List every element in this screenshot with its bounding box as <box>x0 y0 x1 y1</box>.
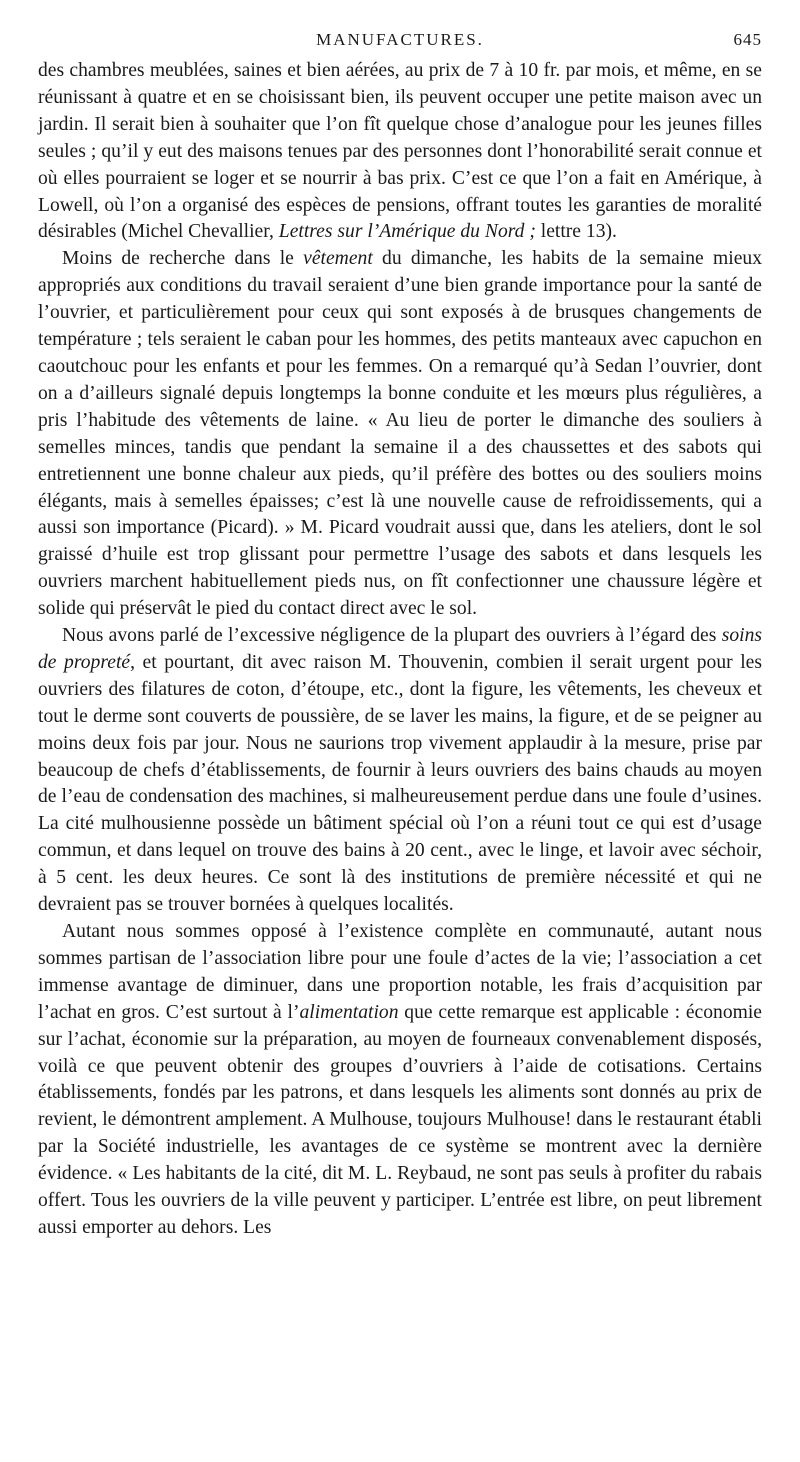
page-number: 645 <box>733 30 762 49</box>
running-head <box>38 26 762 56</box>
body-text <box>38 58 762 1242</box>
text-run: lettre 13). <box>535 221 617 243</box>
text-run: du dimanche, les habits de la semaine mieux appropriés aux conditions du travail seraient d’une bien grande importance pour la santé de l’ouvrier, et particulièrement pour ceux qui sont exposés à de brusques changements de température ; tels seraient le caban pour les hommes, des petits manteaux avec capuchon en caoutchouc pour les enfants et pour les femmes. On a remarqué qu’à Sedan l’ouvrier, dont on a d’ailleurs signalé depuis longtemps la bonne conduite et les mœurs plus régulières, a pris l’habitude des vêtements de laine. « Au lieu de porter le dimanche des souliers à semelles minces, tandis que pendant la semaine il a des chaussettes et des sabots qui entretiennent une bonne chaleur aux pieds, qu’il préfère des bottes ou des souliers moins élégants, mais à semelles épaisses; c’est là une nouvelle cause de refroidissements, qui a aussi son importance (Picard). » M. Picard voudrait aussi que, dans les ateliers, dont le sol graissé d’huile est trop glissant pour permettre l’usage des sabots et dans lesquels les ouvriers marchent habituellement pieds nus, on fît confectionner une chaussure légère et solide qui préservât le pied du contact direct avec le sol. <box>38 248 762 620</box>
text-run: Moins de recherche dans le <box>62 248 304 270</box>
book-page <box>38 26 762 1242</box>
text-run: , et pourtant, dit avec raison M. Thouvenin, combien il serait urgent pour les ouvriers des filatures de coton, d’étoupe, etc., dont la figure, les vêtements, les cheveux et tout le derme sont couverts de poussière, de se laver les mains, la figure, et de se peigner au moins deux fois par jour. Nous ne saurions trop vivement applaudir à la mesure, prise par beaucoup de chefs d’établissements, de fournir à leurs ouvriers des bains chauds au moyen de l’eau de condensation des machines, si malheureusement perdue dans une foule d’usines. La cité mulhousienne possède un bâtiment spécial où l’on a réuni tout ce qui est d’usage commun, et dans lequel on trouve des bains à 20 cent., avec le linge, et lavoir avec séchoir, à 5 cent. les deux heures. Ce sont là des institutions de première nécessité et qui ne devraient pas se trouver bornées à quelques localités. <box>38 651 762 916</box>
text-run: Autant nous sommes opposé à l’existence complète en communauté, autant nous sommes partisan de l’association libre pour une foule d’actes de la vie; l’association a cet immense avantage de diminuer, dans une proportion notable, les frais d’acquisition par l’achat en gros. C’est surtout à l’ <box>38 921 762 1023</box>
italic-text: soins de propreté <box>38 625 762 673</box>
paragraph-2 <box>38 246 762 623</box>
text-run: que cette remarque est applicable : économie sur l’achat, économie sur la préparation, au moyen de fourneaux convenablement disposés, voilà ce que peuvent obtenir des groupes d’ouvriers à l’aide de cotisations. Certains établissements, fondés par les patrons, et dans lesquels les aliments sont donnés au prix de revient, le démontrent amplement. A Mulhouse, toujours Mulhouse! dans le restaurant établi par la Société industrielle, les avantages de ce système se montrent avec la dernière évidence. « Les habitants de la cité, dit M. L. Reybaud, ne sont pas seuls à profiter du rabais offert. Tous les ouvriers de la ville peuvent y participer. L’entrée est libre, on peut librement aussi emporter au dehors. Les <box>38 1001 762 1238</box>
running-title: MANUFACTURES. <box>316 30 484 49</box>
paragraph-4 <box>38 919 762 1242</box>
paragraph-1 <box>38 58 762 246</box>
paragraph-3 <box>38 623 762 919</box>
italic-text: alimentation <box>299 1001 399 1023</box>
text-run: des chambres meublées, saines et bien aérées, au prix de 7 à 10 fr. par mois, et même, en se réunissant à quatre et en se choisissant bien, ils peuvent occuper une petite maison avec un jardin. Il serait bien à souhaiter que l’on fît quelque chose d’analogue pour les jeunes filles seules ; qu’il y eut des maisons tenues par des personnes dont l’honorabilité serait connue et où elles pourraient se loger et se nourrir à bas prix. C’est ce que l’on a fait en Amérique, à Lowell, où l’on a organisé des espèces de pensions, offrant toutes les garanties de moralité désirables (Michel Chevallier, <box>38 60 762 243</box>
italic-text: Lettres sur l’Amérique du Nord ; <box>278 221 536 243</box>
italic-text: vêtement <box>303 248 373 270</box>
text-run: Nous avons parlé de l’excessive négligence de la plupart des ouvriers à l’égard des <box>62 625 722 647</box>
